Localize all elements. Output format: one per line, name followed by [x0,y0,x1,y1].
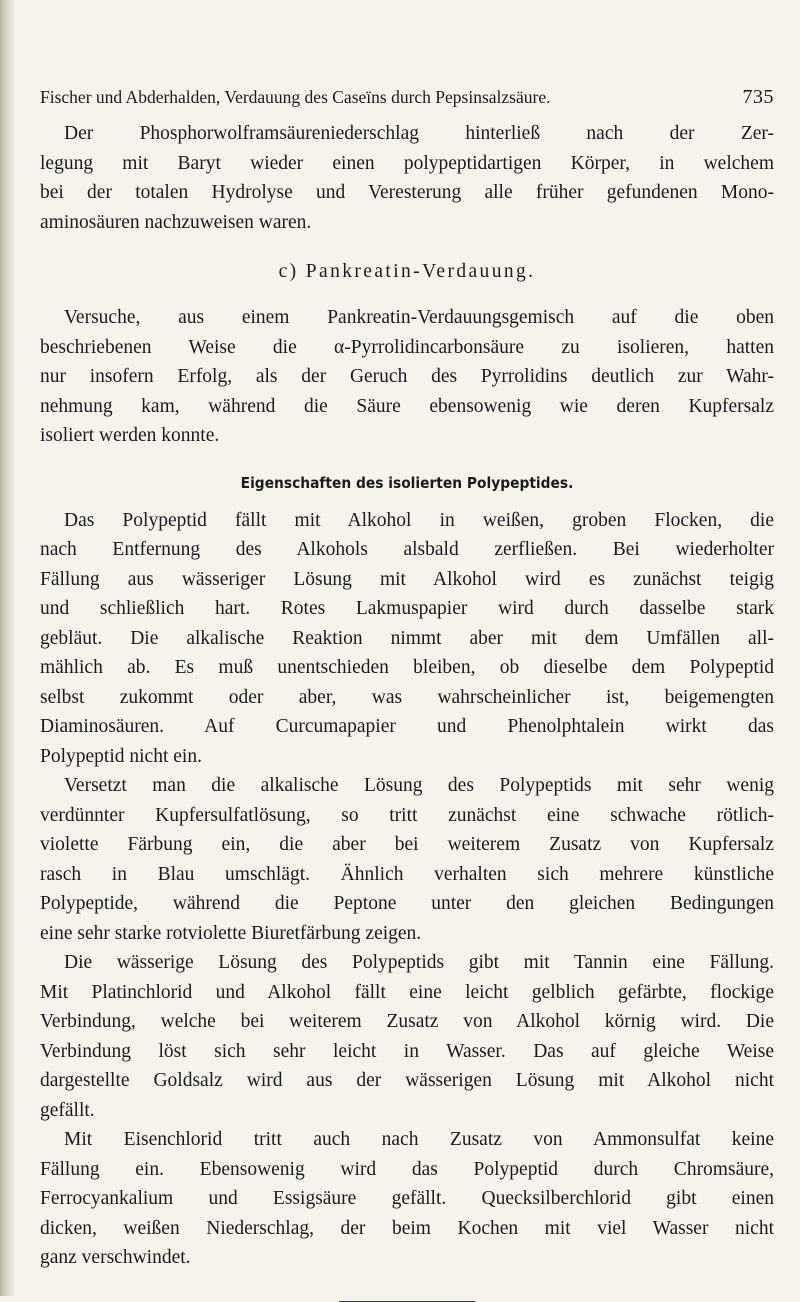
text-line: Versuche, aus einem Pankreatin-Verdauungsgemisch auf die oben [64,307,774,328]
text-line: Der Phosphorwolframsäureniederschlag hinterließ nach der Zer- [64,123,774,144]
text-line: verdünnter Kupfersulfatlösung, so tritt zunächst eine schwache rötlich- [40,804,774,826]
text-line: legung mit Baryt wieder einen polypeptidartigen Körper, in welchem [40,152,774,174]
text-line: nach Entfernung des Alkohols alsbald zerfließen. Bei wiederholter [40,539,774,560]
paragraph-1 [40,119,774,237]
text-line: Verbindung löst sich sehr leicht in Wasser. Das auf gleiche Weise [40,1040,774,1062]
text-line: aminosäuren nachzuweisen waren. [40,211,312,233]
text-line: gefällt. [40,1099,95,1121]
text-line: bei der totalen Hydrolyse und Veresterung alle früher gefundenen Mono- [40,182,774,203]
paragraph-4 [40,771,774,948]
text-line: mählich ab. Es muß unentschieden bleiben, ob dieselbe dem Polypeptid [40,657,774,678]
text-line: isoliert werden konnte. [40,425,220,446]
text-line: Die wässerige Lösung des Polypeptids gibt mit Tannin eine Fällung. [64,952,774,973]
text-line: rasch in Blau umschlägt. Ähnlich verhalten sich mehrere künstliche [40,863,774,885]
text-line: nehmung kam, während die Säure ebensowenig wie deren Kupfersalz [40,395,774,417]
running-title: Fischer und Abderhalden, Verdauung des Caseïns durch Pepsinsalzsäure. [40,87,551,107]
text-line: gebläut. Die alkalische Reaktion nimmt aber mit dem Umfällen all- [40,627,774,649]
text-line: Diaminosäuren. Auf Curcumapapier und Phenolphtalein wirkt das [40,716,774,737]
text-line: ganz verschwindet. [40,1247,191,1268]
text-line: beschriebenen Weise die α-Pyrrolidincarbonsäure zu isolieren, hatten [40,336,774,358]
text-line: Das Polypeptid fällt mit Alkohol in weißen, groben Flocken, die [64,509,774,531]
section-end-rule [339,1301,475,1302]
text-line: eine sehr starke rotviolette Biuretfärbung zeigen. [40,922,422,944]
text-line: Versetzt man die alkalische Lösung des Polypeptids mit sehr wenig [64,775,774,796]
text-line: Fällung ein. Ebensowenig wird das Polypeptid durch Chromsäure, [40,1158,774,1180]
text-line: Polypeptid nicht ein. [40,745,202,767]
text-line: Ferrocyankalium und Essigsäure gefällt. Quecksilberchlorid gibt einen [40,1188,774,1209]
paragraph-3 [40,506,774,772]
text-line: selbst zukommt oder aber, was wahrscheinlicher ist, beigemengten [40,686,774,708]
text-line: dargestellte Goldsalz wird aus der wässerigen Lösung mit Alkohol nicht [40,1070,774,1091]
text-line: dicken, weißen Niederschlag, der beim Kochen mit viel Wasser nicht [40,1217,774,1239]
subheading-properties: Eigenschaften des isolierten Polypeptides. [240,473,574,492]
text-line: Polypeptide, während die Peptone unter den gleichen Bedingungen [40,893,774,914]
text-line: Mit Eisenchlorid tritt auch nach Zusatz von Ammonsulfat keine [64,1129,774,1150]
book-page [40,86,774,1302]
body-text [40,119,774,1302]
book-gutter-shadow [0,0,14,1296]
text-line: nur insofern Erfolg, als der Geruch des Pyrrolidins deutlich zur Wahr- [40,366,774,387]
text-line: Verbindung, welche bei weiterem Zusatz von Alkohol körnig wird. Die [40,1011,774,1032]
running-head [40,86,774,109]
paragraph-5 [40,948,774,1125]
section-heading-c: c) Pankreatin-Verdauung. [278,261,536,282]
text-line: violette Färbung ein, die aber bei weiterem Zusatz von Kupfersalz [40,834,774,855]
text-line: Fällung aus wässeriger Lösung mit Alkohol wird es zunächst teigig [40,568,774,590]
paragraph-2 [40,303,774,451]
page-number: 735 [742,86,774,108]
text-line: Mit Platinchlorid und Alkohol fällt eine leicht gelblich gefärbte, flockige [40,981,774,1003]
text-line: und schließlich hart. Rotes Lakmuspapier wird durch dasselbe stark [40,598,774,619]
paragraph-6 [40,1125,774,1273]
